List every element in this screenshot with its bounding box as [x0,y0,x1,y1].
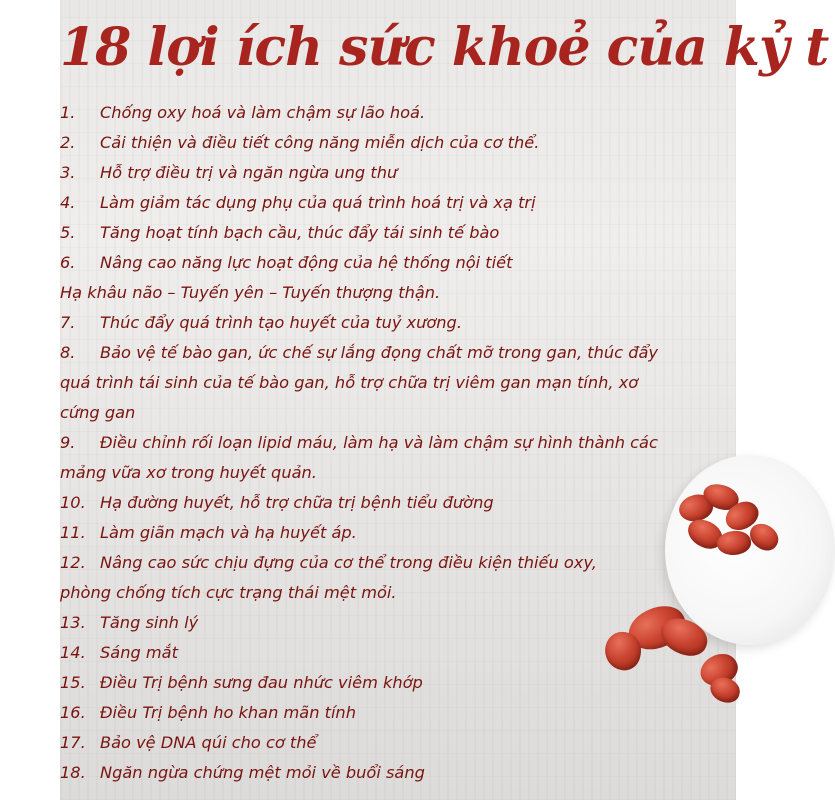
list-item [60,158,736,188]
benefits-list [60,98,736,788]
list-item [60,248,736,278]
list-item-text: Điều Trị bệnh ho khan mãn tính [100,703,356,722]
list-item [60,578,736,608]
list-item [60,218,736,248]
list-item-text: cứng gan [60,403,136,422]
list-item-number: 14. [60,643,86,662]
list-item-text: quá trình tái sinh của tế bào gan, hỗ trợ chữa trị viêm gan mạn tính, xơ [60,373,639,392]
list-item-text: Điều chỉnh rối loạn lipid máu, làm hạ và làm chậm sự hình thành các [100,433,658,452]
list-item-number: 6. [60,253,76,272]
list-item-number: 12. [60,553,86,572]
list-item [60,638,736,668]
list-item-number: 8. [60,343,76,362]
list-item-number: 3. [60,163,76,182]
list-item [60,488,736,518]
list-item [60,188,736,218]
list-item-number: 15. [60,673,86,692]
list-item-text: Ngăn ngừa chứng mệt mỏi về buổi sáng [100,763,425,782]
list-item-text: Thúc đẩy quá trình tạo huyết của tuỷ xương. [100,313,462,332]
list-item-number: 5. [60,223,76,242]
list-item-number: 10. [60,493,86,512]
list-item-number: 13. [60,613,86,632]
list-item [60,308,736,338]
list-item-text: phòng chống tích cực trạng thái mệt mỏi. [60,583,397,602]
list-item-text: Hạ khâu não – Tuyến yên – Tuyến thượng thận. [60,283,441,302]
list-item-number: 2. [60,133,76,152]
list-item-number: 11. [60,523,86,542]
list-item [60,728,736,758]
list-item [60,278,736,308]
list-item [60,668,736,698]
list-item-number: 17. [60,733,86,752]
list-item-text: Nâng cao sức chịu đựng của cơ thể trong điều kiện thiếu oxy, [100,553,597,572]
list-item [60,368,736,398]
list-item [60,758,736,788]
list-item-text: Tăng sinh lý [100,613,199,632]
list-item [60,398,736,428]
list-item-text: Làm giảm tác dụng phụ của quá trình hoá trị và xạ trị [100,193,536,212]
list-item-text: Nâng cao năng lực hoạt động của hệ thống nội tiết [100,253,513,272]
list-item [60,548,736,578]
list-item-number: 18. [60,763,86,782]
list-item-text: Bảo vệ DNA qúi cho cơ thể [100,733,317,752]
list-item-text: Chống oxy hoá và làm chậm sự lão hoá. [100,103,426,122]
document-image [60,0,829,800]
list-item-number: 7. [60,313,76,332]
list-item [60,698,736,728]
list-item-text: Tăng hoạt tính bạch cầu, thúc đẩy tái sinh tế bào [100,223,500,242]
list-item [60,428,736,458]
list-item [60,128,736,158]
list-item-text: Sáng mắt [100,643,178,662]
list-item [60,98,736,128]
list-item-number: 9. [60,433,76,452]
list-item-text: Điều Trị bệnh sưng đau nhức viêm khớp [100,673,423,692]
list-item [60,608,736,638]
list-item [60,458,736,488]
list-item-text: Hạ đường huyết, hỗ trợ chữa trị bệnh tiểu đường [100,493,494,512]
list-item-text: Hỗ trợ điều trị và ngăn ngừa ung thư [100,163,398,182]
list-item-number: 1. [60,103,76,122]
list-item [60,338,736,368]
list-item-number: 4. [60,193,76,212]
list-item-text: mảng vữa xơ trong huyết quản. [60,463,317,482]
page-title: 18 lợi ích sức khoẻ của kỷ t [60,17,829,78]
list-item [60,518,736,548]
list-item-number: 16. [60,703,86,722]
list-item-text: Cải thiện và điều tiết công năng miễn dịch của cơ thể. [100,133,540,152]
list-item-text: Bảo vệ tế bào gan, ức chế sự lắng đọng chất mỡ trong gan, thúc đẩy [100,343,658,362]
list-item-text: Làm giãn mạch và hạ huyết áp. [100,523,357,542]
